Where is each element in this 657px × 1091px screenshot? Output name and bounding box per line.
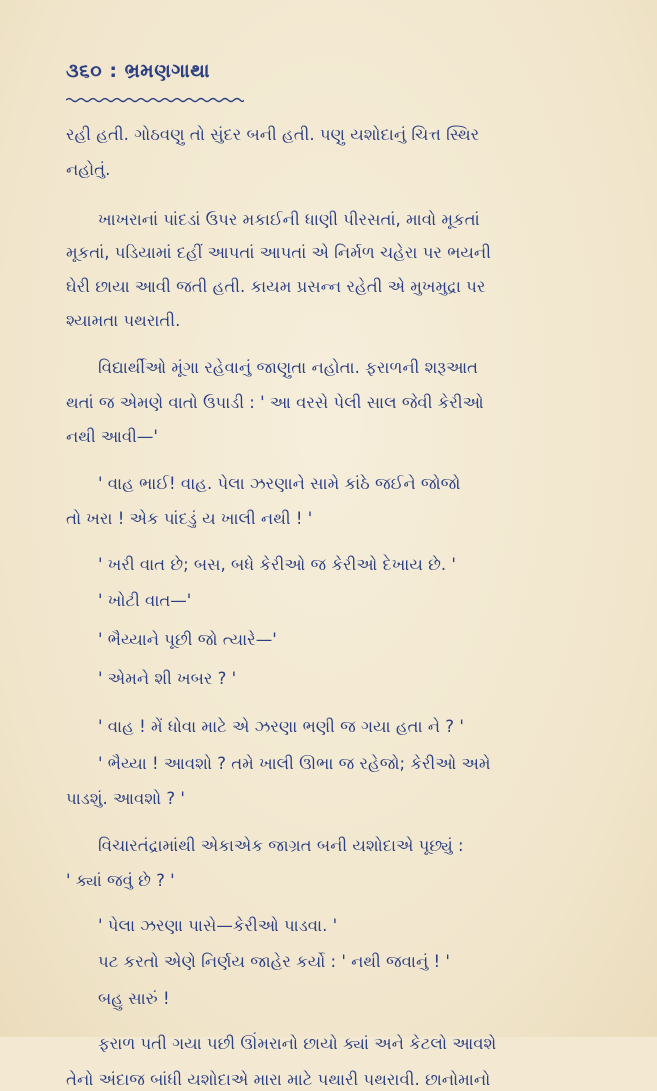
running-header xyxy=(66,60,210,82)
text-line: ખાખરાનાં પાંદડાં ઉપર મકાઈની ધાણી પીરસતાં, માવો મૂકતાં xyxy=(98,210,480,229)
text-line: તો ખરા ! એક પાંદડું ય ખાલી નથી ! ' xyxy=(66,509,313,528)
text-line: મૂકતાં, પડિયામાં દહીં આપતાં આપતાં એ નિર્મળ ચહેરા પર ભયની xyxy=(66,243,491,262)
text-line: નથી આવી—' xyxy=(66,427,158,446)
text-line: બહુ સારું ! xyxy=(98,989,170,1008)
text-line: રહી હતી. ગોઠવણુ તો સુંદર બની હતી. પણુ યશોદાનું ચિત્ત સ્થિર xyxy=(66,125,480,144)
text-line: વિચારતંદ્રામાંથી એકાએક જાગ્રત બની યશોદાએ પૂછ્યું : xyxy=(98,836,464,855)
text-line: ' ખોટી વાત—' xyxy=(98,591,192,610)
text-line: ઘેરી છાયા આવી જતી હતી. કાયમ પ્રસન્ન રહેતી એ મુખમુદ્રા પર xyxy=(66,277,486,296)
text-line: વિદ્યાર્થીઓ મૂંગા રહેવાનું જાણુતા નહોતા. ફરાળની શરૂઆત xyxy=(98,358,478,377)
text-line: ' વાહ ભાઈ! વાહ. પેલા ઝરણાને સામે કાંઠે જઈને જોજો xyxy=(98,474,461,493)
text-line: ' એમને શી ખબર ? ' xyxy=(98,669,237,688)
text-line: પાડશું. આવશો ? ' xyxy=(66,789,185,808)
text-line: ' પેલા ઝરણા પાસે—કેરીઓ પાડવા. ' xyxy=(98,916,338,935)
text-line: શ્યામતા પથરાતી. xyxy=(66,311,181,330)
text-line: પટ કરતો એણે નિર્ણય જાહેર કર્યો : ' નથી જવાનું ! ' xyxy=(98,952,450,971)
header-wavy-rule xyxy=(66,97,244,103)
text-line: ' વાહ ! મેં ધોવા માટે એ ઝરણા ભણી જ ગયા હતા ને ? ' xyxy=(98,717,464,736)
book-title: ભ્રમણગાથા xyxy=(124,60,211,82)
text-line: તેનો અંદાજ બાંધી યશોદાએ મારા માટે પથારી પથરાવી. છાનોમાનો xyxy=(66,1070,491,1089)
text-line: ' ભૈય્યા ! આવશો ? તમે ખાલી ઊભા જ રહેજો; કેરીઓ અમે xyxy=(98,754,491,773)
text-line: થતાં જ એમણે વાતો ઉપાડી : ' આ વરસે પેલી સાલ જેવી કેરીઓ xyxy=(66,393,484,412)
text-line: ' ખરી વાત છે; બસ, બધે કેરીઓ જ કેરીઓ દેખાય છે. ' xyxy=(98,555,456,574)
text-line: ' ક્યાં જવું છે ? ' xyxy=(66,871,175,890)
text-line: ' ભૈય્યાને પૂછી જો ત્યારે—' xyxy=(98,630,277,649)
page-number: ૩૬૦ xyxy=(66,60,103,82)
text-line: નહોતું. xyxy=(66,160,111,179)
header-separator: : xyxy=(109,60,118,82)
text-line: ફરાળ પતી ગયા પછી ઊંમરાનો છાયો ક્યાં અને કેટલો આવશે xyxy=(98,1034,497,1053)
